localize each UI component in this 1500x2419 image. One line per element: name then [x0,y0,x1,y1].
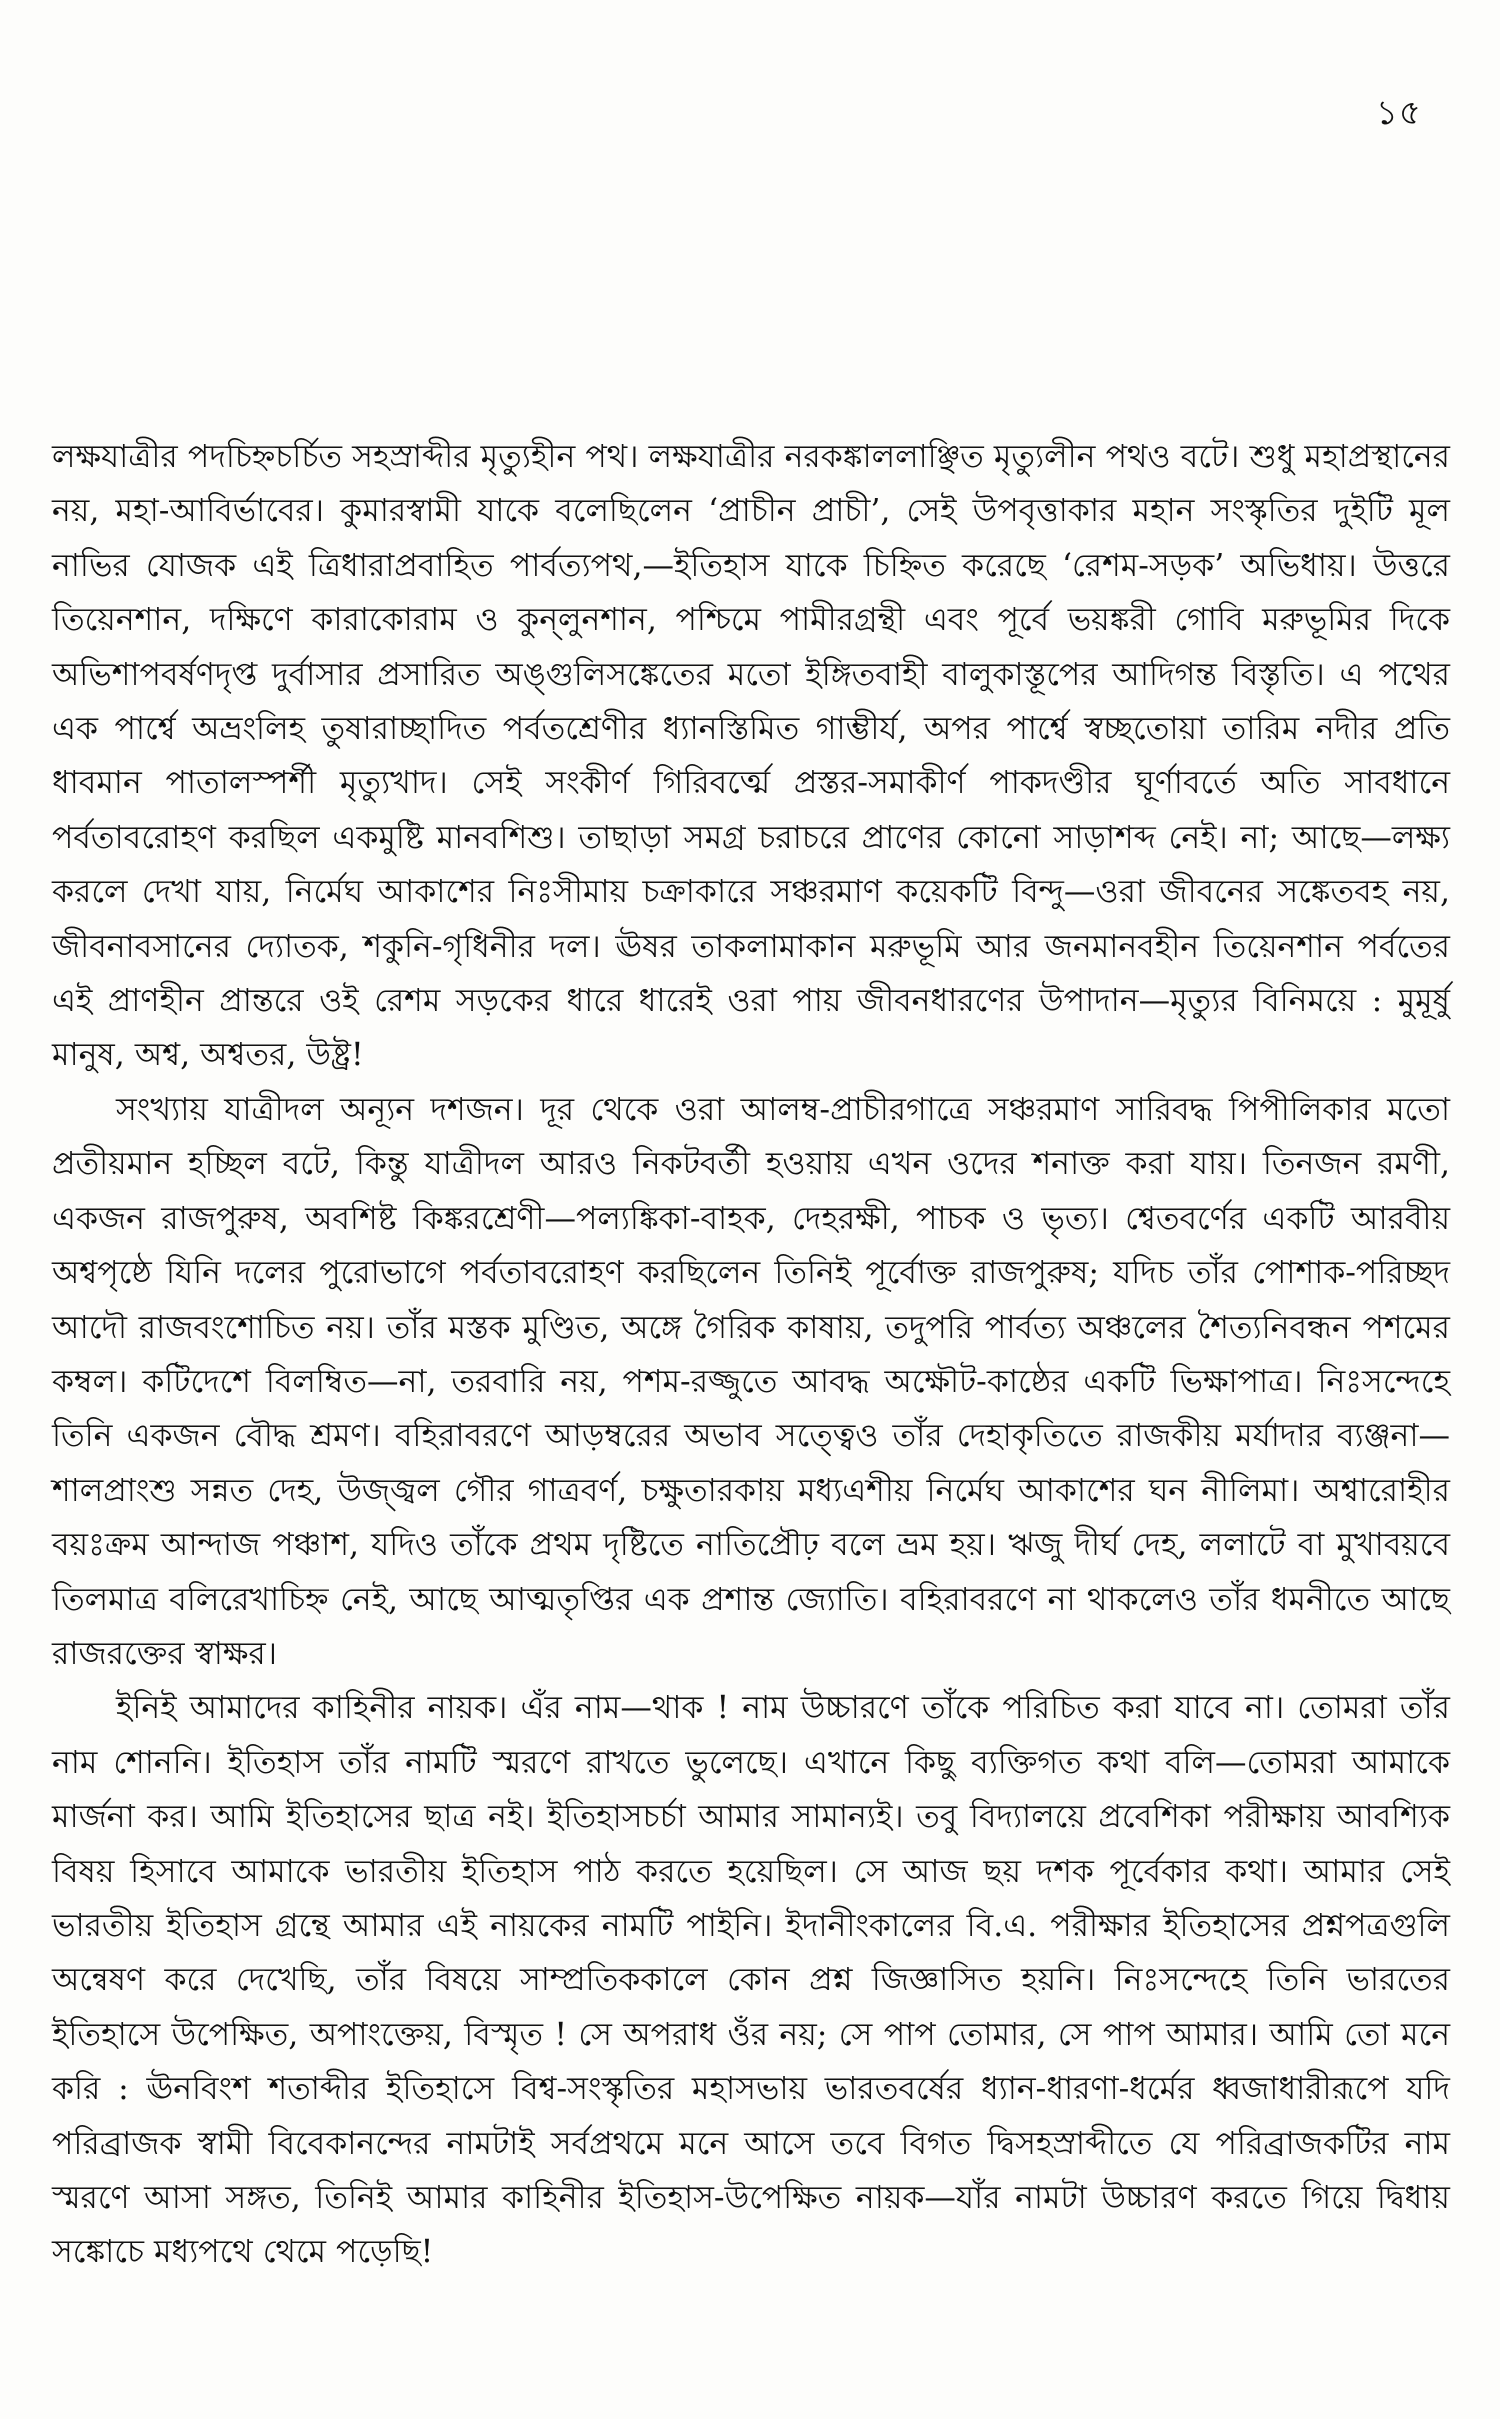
paragraph-3: ইনিই আমাদের কাহিনীর নায়ক। এঁর নাম—থাক ! নাম উচ্চারণে তাঁকে পরিচিত করা যাবে না। তোমরা তাঁর নাম শোননি। ইতিহাস তাঁর নামটি স্মরণে রাখতে ভুলেছে। এখানে কিছু ব্যক্তিগত কথা বলি—তোমরা আমাকে মার্জনা কর। আমি ইতিহাসের ছাত্র নই। ইতিহাসচর্চা আমার সামান্যই। তবু বিদ্যালয়ে প্রবেশিকা পরীক্ষায় আবশ্যিক বিষয় হিসাবে আমাকে ভারতীয় ইতিহাস পাঠ করতে হয়েছিল। সে আজ ছয় দশক পূর্বেকার কথা। আমার সেই ভারতীয় ইতিহাস গ্রন্থে আমার এই নায়কের নামটি পাইনি। ইদানীংকালের বি.এ. পরীক্ষার ইতিহাসের প্রশ্নপত্রগুলি অন্বেষণ করে দেখেছি, তাঁর বিষয়ে সাম্প্রতিককালে কোন প্রশ্ন জিজ্ঞাসিত হয়নি। নিঃসন্দেহে তিনি ভারতের ইতিহাসে উপেক্ষিত, অপাংক্তেয়, বিস্মৃত ! সে অপরাধ ওঁর নয়; সে পাপ তোমার, সে পাপ আমার। আমি তো মনে করি : ঊনবিংশ শতাব্দীর ইতিহাসে বিশ্ব-সংস্কৃতির মহাসভায় ভারতবর্ষের ধ্যান-ধারণা-ধর্মের ধ্বজাধারীরূপে যদি পরিব্রাজক স্বামী বিবেকানন্দের নামটাই সর্বপ্রথমে মনে আসে তবে বিগত দ্বিসহস্রাব্দীতে যে পরিব্রাজকটির নাম স্মরণে আসা সঙ্গত, তিনিই আমার কাহিনীর ইতিহাস-উপেক্ষিত নায়ক—যাঁর নামটা উচ্চারণ করতে গিয়ে দ্বিধায় সঙ্কোচে মধ্যপথে থেমে পড়েছি! [52,1690,1450,2271]
body-text [52,430,1450,2280]
paragraph-2: সংখ্যায় যাত্রীদল অন্যূন দশজন। দূর থেকে ওরা আলম্ব-প্রাচীরগাত্রে সঞ্চরমাণ সারিবদ্ধ পিপীলিকার মতো প্রতীয়মান হচ্ছিল বটে, কিন্তু যাত্রীদল আরও নিকটবর্তী হওয়ায় এখন ওদের শনাক্ত করা যায়। তিনজন রমণী, একজন রাজপুরুষ, অবশিষ্ট কিঙ্করশ্রেণী—পল্যঙ্কিকা-বাহক, দেহরক্ষী, পাচক ও ভৃত্য। শ্বেতবর্ণের একটি আরবীয় অশ্বপৃষ্ঠে যিনি দলের পুরোভাগে পর্বতাবরোহণ করছিলেন তিনিই পূর্বোক্ত রাজপুরুষ; যদিচ তাঁর পোশাক-পরিচ্ছদ আদৌ রাজবংশোচিত নয়। তাঁর মস্তক মুণ্ডিত, অঙ্গে গৈরিক কাষায়, তদুপরি পার্বত্য অঞ্চলের শৈত্যনিবন্ধন পশমের কম্বল। কটিদেশে বিলম্বিত—না, তরবারি নয়, পশম-রজ্জুতে আবদ্ধ অক্ষৌট-কাষ্ঠের একটি ভিক্ষাপাত্র। নিঃসন্দেহে তিনি একজন বৌদ্ধ শ্রমণ। বহিরাবরণে আড়ম্বরের অভাব সত্ত্বেও তাঁর দেহাকৃতিতে রাজকীয় মর্যাদার ব্যঞ্জনা— শালপ্রাংশু সন্নত দেহ, উজ্জ্বল গৌর গাত্রবর্ণ, চক্ষুতারকায় মধ্যএশীয় নির্মেঘ আকাশের ঘন নীলিমা। অশ্বারোহীর বয়ঃক্রম আন্দাজ পঞ্চাশ, যদিও তাঁকে প্রথম দৃষ্টিতে নাতিপ্রৌঢ় বলে ভ্রম হয়। ঋজু দীর্ঘ দেহ, ললাটে বা মুখাবয়বে তিলমাত্র বলিরেখাচিহ্ন নেই, আছে আত্মতৃপ্তির এক প্রশান্ত জ্যোতি। বহিরাবরণে না থাকলেও তাঁর ধমনীতে আছে রাজরক্তের স্বাক্ষর। [52,1091,1450,1672]
page-number: ১৫ [1375,93,1422,133]
paragraph-1: লক্ষযাত্রীর পদচিহ্নচর্চিত সহস্রাব্দীর মৃত্যুহীন পথ। লক্ষযাত্রীর নরকঙ্কাললাঞ্ছিত মৃত্যুলীন পথও বটে। শুধু মহাপ্রস্থানের নয়, মহা-আবির্ভাবের। কুমারস্বামী যাকে বলেছিলেন ‘প্রাচীন প্রাচী’, সেই উপবৃত্তাকার মহান সংস্কৃতির দুইটি মূল নাভির যোজক এই ত্রিধারাপ্রবাহিত পার্বত্যপথ,—ইতিহাস যাকে চিহ্নিত করেছে ‘রেশম-সড়ক’ অভিধায়। উত্তরে তিয়েনশান, দক্ষিণে কারাকোরাম ও কুন্‌লুনশান, পশ্চিমে পামীরগ্রন্থী এবং পূর্বে ভয়ঙ্করী গোবি মরুভূমির দিকে অভিশাপবর্ষণদৃপ্ত দুর্বাসার প্রসারিত অঙ্গুলিসঙ্কেতের মতো ইঙ্গিতবাহী বালুকাস্তূপের আদিগন্ত বিস্তৃতি। এ পথের এক পার্শ্বে অভ্রংলিহ তুষারাচ্ছাদিত পর্বতশ্রেণীর ধ্যানস্তিমিত গাম্ভীর্য, অপর পার্শ্বে স্বচ্ছতোয়া তারিম নদীর প্রতি ধাবমান পাতালস্পর্শী মৃত্যুখাদ। সেই সংকীর্ণ গিরিবর্ত্মে প্রস্তর-সমাকীর্ণ পাকদণ্ডীর ঘূর্ণাবর্তে অতি সাবধানে পর্বতাবরোহণ করছিল একমুষ্টি মানবশিশু। তাছাড়া সমগ্র চরাচরে প্রাণের কোনো সাড়াশব্দ নেই। না; আছে—লক্ষ্য করলে দেখা যায়, নির্মেঘ আকাশের নিঃসীমায় চক্রাকারে সঞ্চরমাণ কয়েকটি বিন্দু—ওরা জীবনের সঙ্কেতবহ নয়, জীবনাবসানের দ্যোতক, শকুনি-গৃধিনীর দল। ঊষর তাকলামাকান মরুভূমি আর জনমানবহীন তিয়েনশান পর্বতের এই প্রাণহীন প্রান্তরে ওই রেশম সড়কের ধারে ধারেই ওরা পায় জীবনধারণের উপাদান—মৃত্যুর বিনিময়ে : মুমূর্ষু মানুষ, অশ্ব, অশ্বতর, উষ্ট্র! [52,439,1450,1074]
